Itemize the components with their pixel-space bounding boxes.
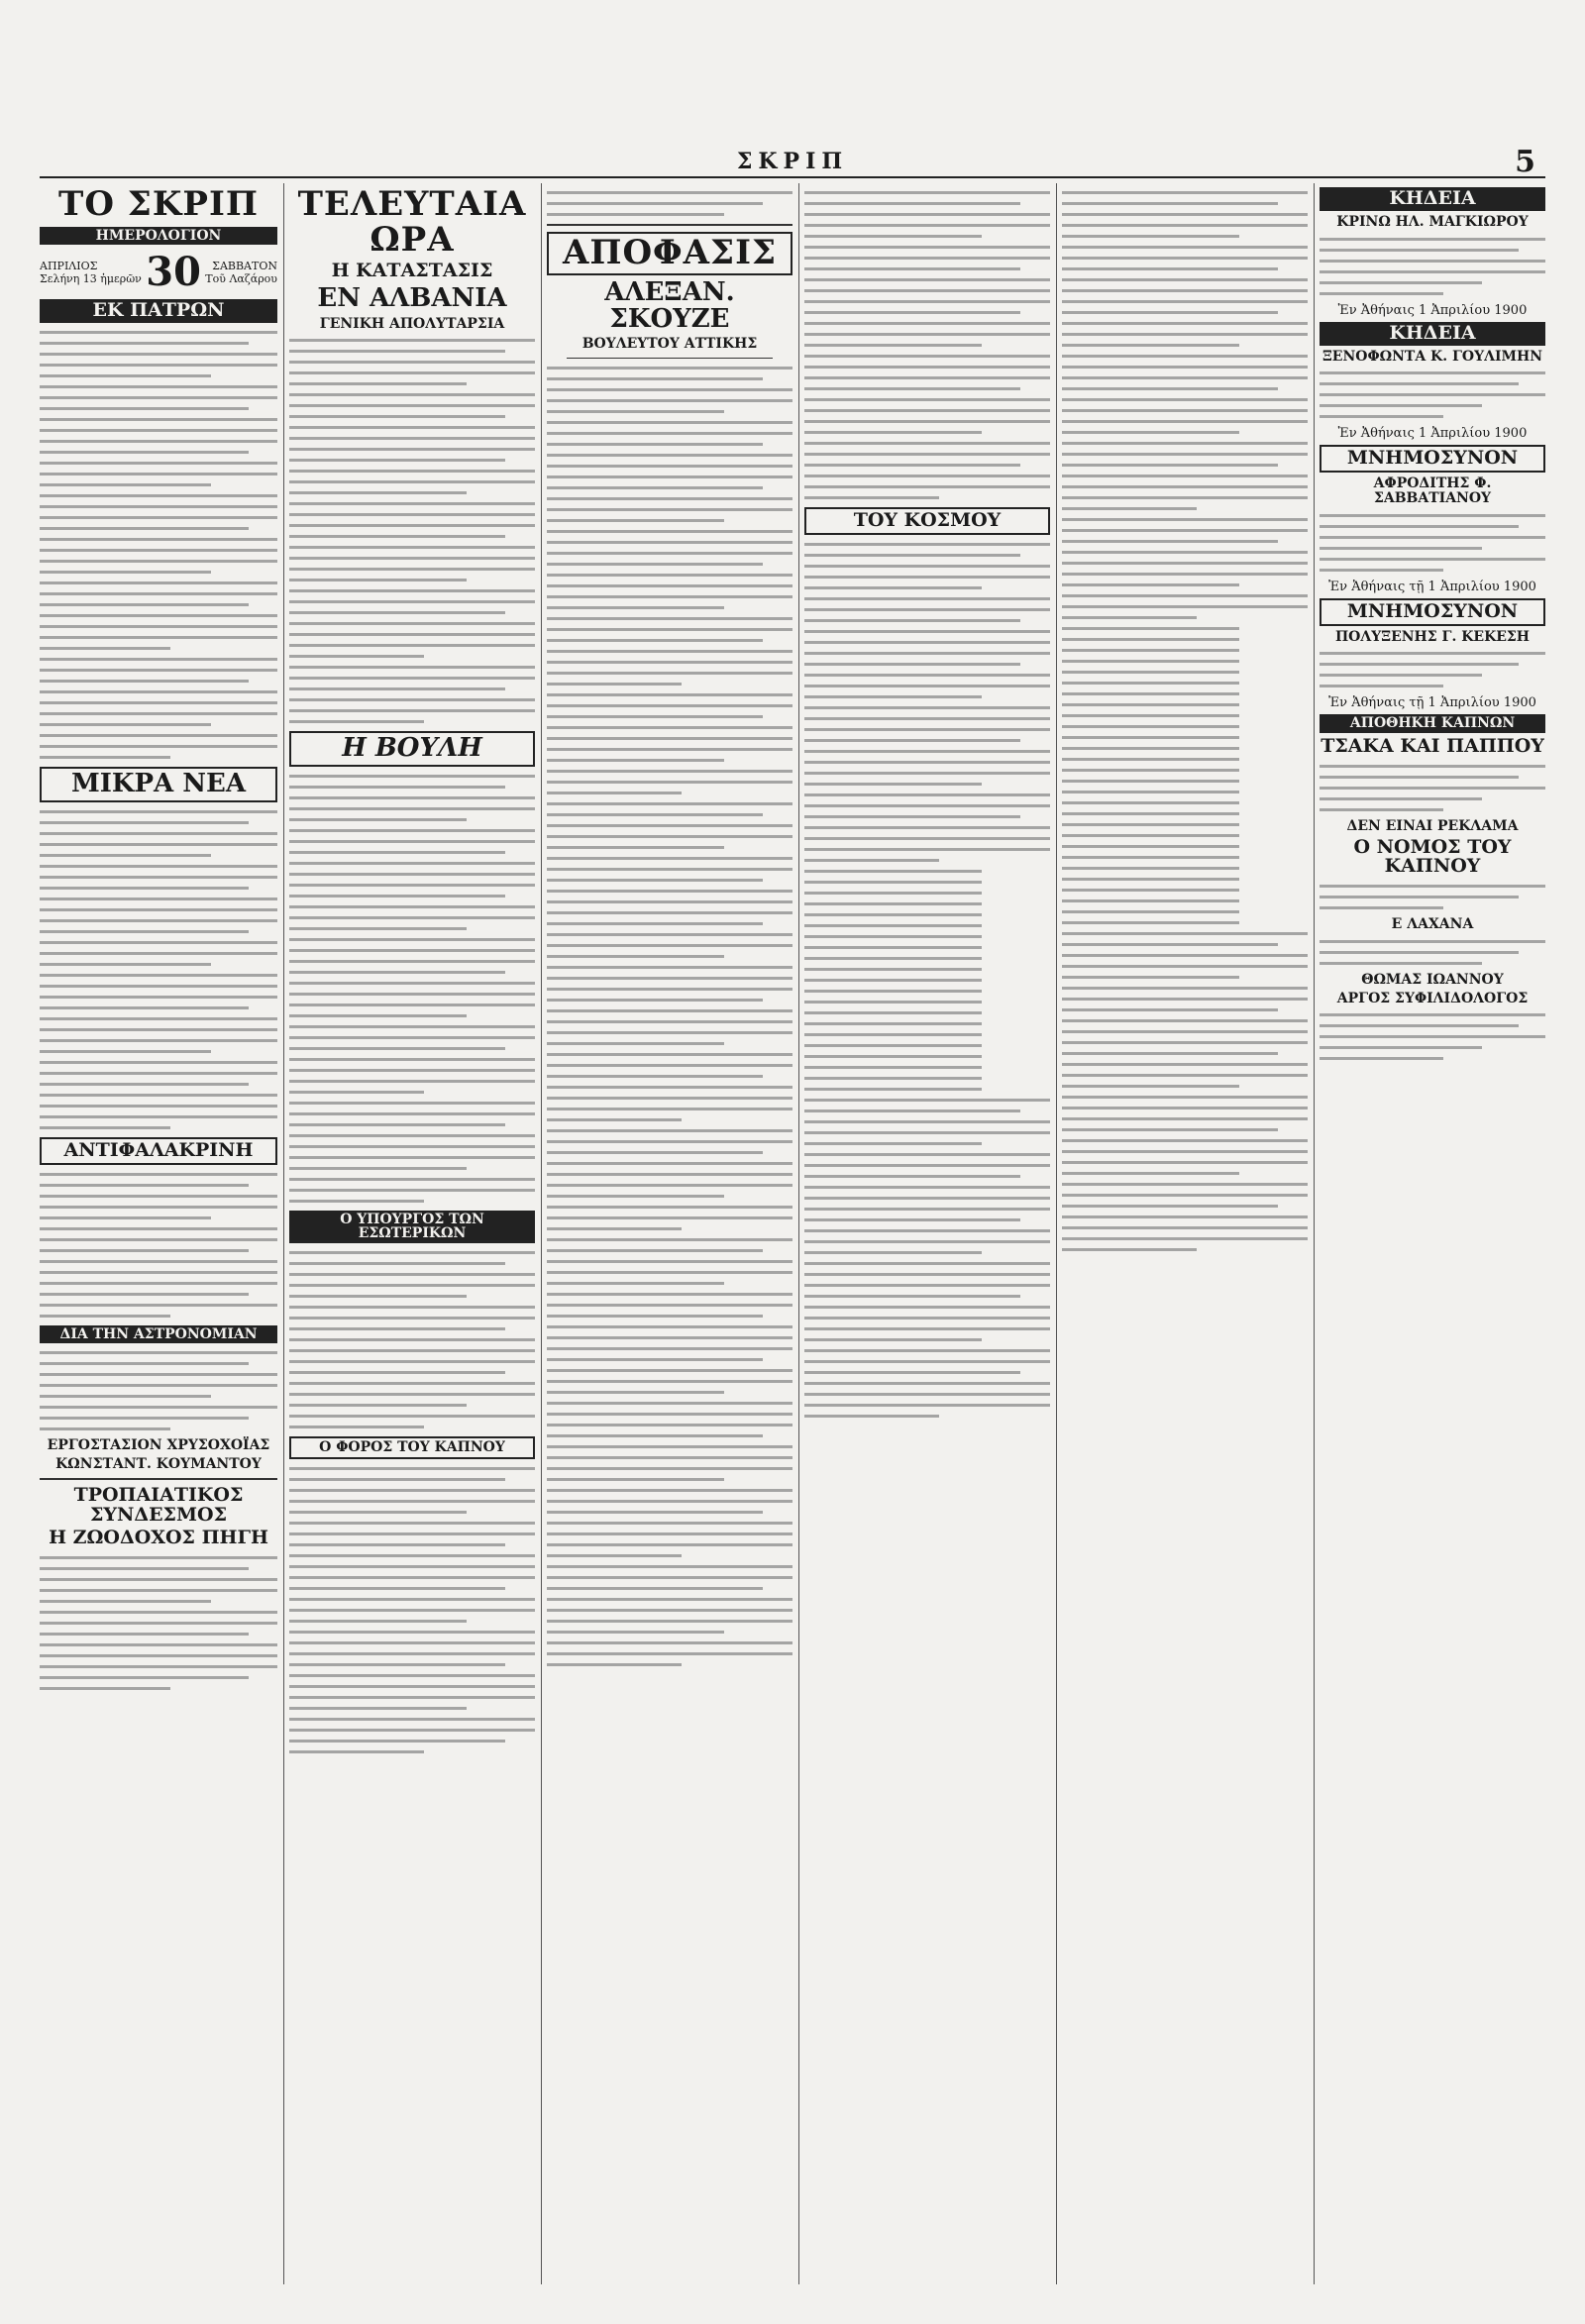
- notice-date: Ἐν Ἀθήναις τῇ 1 Ἀπριλίου 1900: [1328, 695, 1536, 711]
- section-header: ΑΝΤΙΦΑΛΑΚΡΙΝΗ: [40, 1137, 277, 1165]
- notice-text: [1320, 514, 1545, 572]
- date-box: [40, 249, 277, 295]
- section-header: ΜΝΗΜΟΣΥΝΟΝ: [1320, 598, 1545, 626]
- section-header: ΕΝ ΑΛΒΑΝΙΑ: [317, 283, 507, 314]
- notice-date: Ἐν Ἀθήναις 1 Ἀπριλίου 1900: [1337, 426, 1528, 442]
- section-header: ΓΕΝΙΚΗ ΑΠΟΛΥΤΑΡΣΙΑ: [319, 315, 505, 332]
- article-text: [547, 367, 792, 1666]
- notice-text: [1320, 238, 1545, 295]
- moon-phase: Σελήνη 13 ἡμερῶν: [40, 271, 142, 285]
- notice-name: ΚΡΙΝΩ ΗΛ. ΜΑΓΚΙΩΡΟΥ: [1336, 213, 1529, 230]
- section-header: ΕΡΓΟΣΤΑΣΙΟΝ ΧΡΥΣΟΧΟΪΑΣ: [47, 1437, 270, 1454]
- section-header: Ο ΥΠΟΥΡΓΟΣ ΤΩΝ ΕΣΩΤΕΡΙΚΩΝ: [289, 1211, 535, 1243]
- section-header: ΑΠΟΦΑΣΙΣ: [547, 232, 792, 275]
- section-header: Ε ΛΑΧΑΝΑ: [1391, 916, 1474, 933]
- section-header: ΒΟΥΛΕΥΤΟΥ ΑΤΤΙΚΗΣ: [581, 336, 758, 353]
- column-divider: [283, 183, 284, 2284]
- section-header: ΔΙΑ ΤΗΝ ΑΣΤΡΟΝΟΜΙΑΝ: [40, 1325, 277, 1344]
- notice-date: Ἐν Ἀθήναις τῇ 1 Ἀπριλίου 1900: [1328, 579, 1536, 594]
- section-header: Η ΖΩΟΔΟΧΟΣ ΠΗΓΗ: [49, 1527, 268, 1549]
- weekday: ΣΑΒΒΑΤΟΝ: [212, 259, 277, 272]
- column-divider: [1314, 183, 1315, 2284]
- section-header: ΚΗΔΕΙΑ: [1320, 322, 1545, 346]
- notice-text: [1320, 371, 1545, 418]
- column-divider: [798, 183, 799, 2284]
- article-text: [1320, 765, 1545, 811]
- calendar-header: ΗΜΕΡΟΛΟΓΙΟΝ: [40, 227, 277, 246]
- article-text: [1320, 940, 1545, 965]
- notice-name: ΠΟΛΥΞΕΝΗΣ Γ. ΚΕΚΕΣΗ: [1334, 628, 1531, 645]
- page-number: 5: [1515, 145, 1535, 179]
- article-text: [289, 775, 535, 1203]
- masthead-title: ΣΚΡΙΠ: [736, 149, 849, 174]
- column-6: [1320, 183, 1545, 2284]
- article-text: [289, 339, 535, 723]
- section-header: ΔΕΝ ΕΙΝΑΙ ΡΕΚΛΑΜΑ: [1346, 817, 1519, 834]
- article-text: [1320, 885, 1545, 909]
- article-text: [40, 1173, 277, 1318]
- masthead: [40, 145, 1545, 179]
- article-text: [804, 191, 1050, 499]
- column-3: [547, 183, 792, 2284]
- section-header: ΤΟΥ ΚΟΣΜΟΥ: [804, 507, 1050, 535]
- article-text: [40, 1351, 277, 1430]
- month: ΑΠΡΙΛΙΟΣ: [40, 259, 98, 272]
- section-header: Η ΒΟΥΛΗ: [289, 731, 535, 766]
- notice-name: ΑΦΡΟΔΙΤΗΣ Φ. ΣΑΒΒΑΤΙΑΝΟΥ: [1373, 475, 1492, 506]
- article-text: [1062, 191, 1308, 1251]
- section-header: Ο ΦΟΡΟΣ ΤΟΥ ΚΑΠΝΟΥ: [289, 1436, 535, 1459]
- day-number: 30: [146, 249, 201, 296]
- section-header: ΑΠΟΘΗΚΗ ΚΑΠΝΩΝ: [1320, 714, 1545, 733]
- section-header: ΜΝΗΜΟΣΥΝΟΝ: [1320, 445, 1545, 473]
- article-text: [547, 191, 792, 216]
- article-text: [40, 1556, 277, 1690]
- notice-name: ΞΕΝΟΦΩΝΤΑ Κ. ΓΟΥΛΙΜΗΝ: [1321, 348, 1543, 365]
- column-4: [804, 183, 1050, 2284]
- section-header: ΜΙΚΡΑ ΝΕΑ: [40, 767, 277, 801]
- saint-day: Τοῦ Λαζάρου: [205, 271, 277, 285]
- column-5: [1062, 183, 1308, 2284]
- section-header: ΑΡΓΟΣ ΣΥΦΙΛΙΔΟΛΟΓΟΣ: [1336, 990, 1529, 1006]
- section-header: Η ΚΑΤΑΣΤΑΣΙΣ: [331, 260, 493, 282]
- section-header: ΕΚ ΠΑΤΡΩΝ: [40, 299, 277, 323]
- section-header: ΚΗΔΕΙΑ: [1320, 187, 1545, 211]
- article-text: [289, 1467, 535, 1753]
- section-header: ΤΕΛΕΥΤΑΙΑ ΩΡΑ: [297, 184, 527, 260]
- notice-date: Ἐν Ἀθήναις 1 Ἀπριλίου 1900: [1337, 302, 1528, 318]
- article-text: [289, 1251, 535, 1428]
- notice-text: [1320, 652, 1545, 687]
- section-header: ΚΩΝΣΤΑΝΤ. ΚΟΥΜΑΝΤΟΥ: [55, 1455, 262, 1472]
- article-text: [1320, 1013, 1545, 1060]
- section-header: ΑΛΕΞΑΝ. ΣΚΟΥΖΕ: [604, 276, 735, 334]
- masthead-rule: [40, 176, 1545, 178]
- article-text: [804, 543, 1050, 1418]
- article-text: [40, 331, 277, 759]
- column-2: [289, 183, 535, 2284]
- column-divider: [1056, 183, 1057, 2284]
- column-title: ΤΟ ΣΚΡΙΠ: [58, 184, 259, 224]
- section-header: ΘΩΜΑΣ ΙΩΑΝΝΟΥ: [1361, 972, 1504, 989]
- column-divider: [541, 183, 542, 2284]
- section-header: ΤΣΑΚΑ ΚΑΙ ΠΑΠΠΟΥ: [1321, 734, 1544, 757]
- column-1: [40, 183, 277, 2284]
- section-header: ΤΡΟΠΑΙΑΤΙΚΟΣ ΣΥΝΔΕΣΜΟΣ: [73, 1483, 244, 1526]
- section-header: Ο ΝΟΜΟΣ ΤΟΥ ΚΑΠΝΟΥ: [1353, 835, 1512, 878]
- article-text: [40, 810, 277, 1129]
